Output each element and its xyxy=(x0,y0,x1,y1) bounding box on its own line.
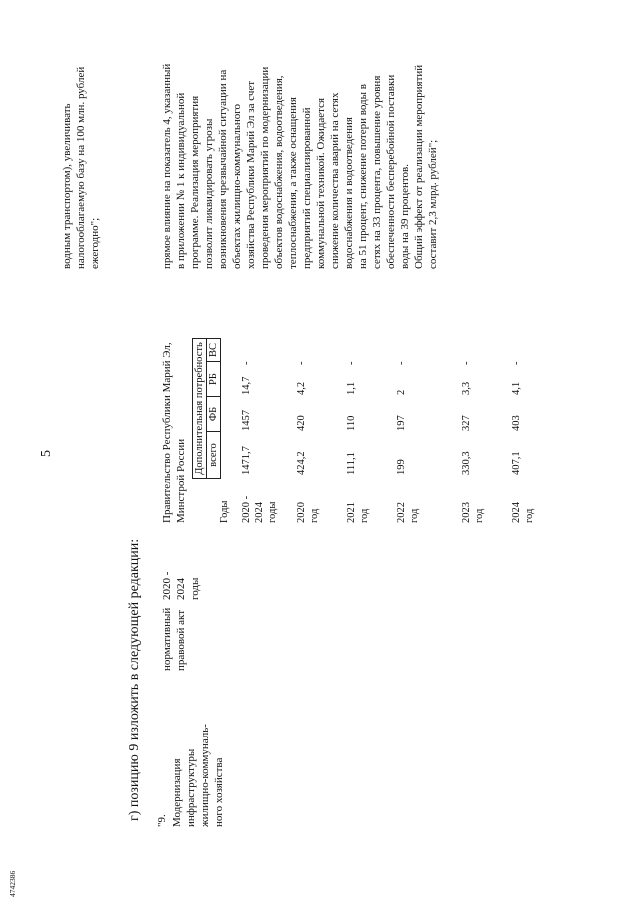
previous-row-continuation xyxy=(60,0,102,269)
funding-total: 424,2 xyxy=(296,451,307,475)
text-line: коммунальной техникой. Ожидается xyxy=(315,97,327,269)
funding-fb: 110 xyxy=(346,415,357,431)
funding-vs: - xyxy=(396,361,407,365)
funding-row-year xyxy=(460,502,486,523)
text-line: 2022 xyxy=(396,502,407,523)
funding-total: 199 xyxy=(396,459,407,475)
text-line: 2024 xyxy=(175,578,187,600)
funding-total: 330,3 xyxy=(461,451,472,475)
text-line: в приложении № 1 к индивидуальной xyxy=(175,92,187,269)
text-line: 2020 - xyxy=(161,571,173,600)
text-line: проведения мероприятий по модернизации xyxy=(259,66,271,269)
text-line: позволит ликвидировать угрозы xyxy=(203,118,215,269)
text-line: ежегодно"; xyxy=(89,217,101,269)
need-header: Дополнительная потребность xyxy=(193,339,207,479)
funding-rb: 3,3 xyxy=(461,381,472,395)
text-line: нормативный xyxy=(161,607,173,671)
funding-fb: 420 xyxy=(296,415,307,431)
text-line: год xyxy=(524,508,535,523)
text-line: водным транспортом), увеличивать xyxy=(61,103,73,269)
funding-row-year xyxy=(510,502,536,523)
funding-total: 111,1 xyxy=(346,452,357,475)
funding-row-year xyxy=(295,502,321,523)
funding-rb: 4,1 xyxy=(511,381,522,395)
funding-rb: 2 xyxy=(396,389,407,395)
funding-rows xyxy=(240,278,570,523)
funding-rb: 1,1 xyxy=(346,381,357,395)
funding-fb: 403 xyxy=(511,415,522,431)
text-line: Правительство Республики Марий Эл, xyxy=(161,342,173,523)
funding-rb: 4,2 xyxy=(296,381,307,395)
col-total: всего xyxy=(207,432,221,479)
funding-vs: - xyxy=(346,361,357,365)
text-line: обеспеченности бесперебойной поставки xyxy=(385,74,397,269)
text-line: Модернизация xyxy=(171,758,183,827)
text-line: налогооблагаемую базу на 100 млн. рублей xyxy=(75,66,87,269)
text-line: ного хозяйства xyxy=(213,757,225,827)
col-fb: ФБ xyxy=(207,397,221,432)
text-line: 2023 xyxy=(461,502,472,523)
text-line: составит 2,3 млрд. рублей"; xyxy=(427,139,439,269)
years-header: Годы xyxy=(219,500,230,523)
effect-description xyxy=(160,0,440,269)
text-line: программе. Реализация мероприятия xyxy=(189,95,201,269)
funding-vs: - xyxy=(241,361,252,365)
funding-vs: - xyxy=(511,361,522,365)
period xyxy=(160,540,202,600)
text-line: теплоснабжения, а также оснащения xyxy=(287,97,299,269)
funding-total: 1471,7 xyxy=(241,446,252,475)
col-rb: РБ xyxy=(207,362,221,397)
page-number: 5 xyxy=(39,450,54,457)
funding-vs: - xyxy=(296,361,307,365)
col-vs: ВС xyxy=(207,339,221,362)
responsible xyxy=(160,303,188,523)
text-line: жилищно-коммуналь- xyxy=(199,724,211,827)
text-line: год xyxy=(474,508,485,523)
funding-fb: 197 xyxy=(396,415,407,431)
text-line: Минстрой России xyxy=(175,438,187,523)
text-line: инфраструктуры xyxy=(185,748,197,827)
text-line: 2020 - xyxy=(241,495,252,523)
funding-fb: 327 xyxy=(461,415,472,431)
funding-rb: 14,7 xyxy=(241,376,252,395)
funding-fb: 1457 xyxy=(241,410,252,431)
text-line: годы xyxy=(189,577,201,600)
measure-name xyxy=(170,687,226,827)
text-line: Общий эффект от реализации мероприятий xyxy=(413,64,425,269)
text-line: прямое влияние на показатель 4, указанный xyxy=(161,63,173,269)
text-line: водоснабжения и водоотведения xyxy=(343,117,355,269)
text-line: правовой акт xyxy=(175,609,187,671)
text-line: объектов водоснабжения, водоотведения, xyxy=(273,75,285,269)
text-line: год xyxy=(409,508,420,523)
text-line: возникновения чрезвычайной ситуации на xyxy=(217,69,229,269)
text-line: 2020 xyxy=(296,502,307,523)
text-line: на 51 процент, снижение потери воды в xyxy=(357,84,369,269)
text-line: 2021 xyxy=(346,502,357,523)
text-line: объектах жилищно-коммунального xyxy=(231,103,243,269)
funding-row-year xyxy=(345,502,371,523)
text-line: год xyxy=(309,508,320,523)
funding-vs: - xyxy=(461,361,472,365)
text-line: годы xyxy=(267,501,278,523)
document-code: 4742386 xyxy=(8,870,17,897)
intro-line: г) позицию 9 изложить в следующей редакции: xyxy=(127,538,142,821)
funding-row-year xyxy=(395,502,421,523)
row-number: "9. xyxy=(156,814,168,827)
text-line: 2024 xyxy=(511,502,522,523)
funding-row-year xyxy=(240,496,279,523)
text-line: предприятий специализированной xyxy=(301,107,313,269)
funding-total: 407,1 xyxy=(511,451,522,475)
text-line: год xyxy=(359,508,370,523)
funding-columns-header xyxy=(192,338,221,479)
text-line: снижение количества аварий на сетях xyxy=(329,92,341,269)
text-line: 2024 xyxy=(254,502,265,523)
text-line: хозяйства Республики Марий Эл за счет xyxy=(245,80,257,269)
text-line: сетях на 33 процента, повышение уровня xyxy=(371,75,383,269)
text-line: воды на 39 процентов. xyxy=(399,164,411,269)
